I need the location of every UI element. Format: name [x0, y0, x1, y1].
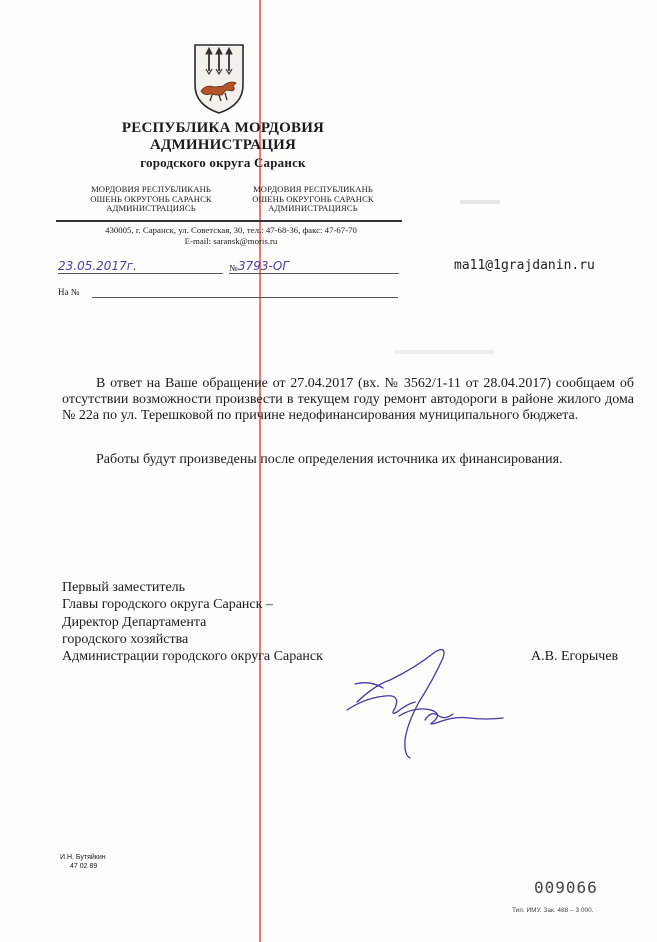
letterhead-email: E-mail: saransk@moris.ru	[184, 236, 278, 246]
administration-name: АДМИНИСТРАЦИЯ	[150, 137, 296, 153]
moksha-line: МОРДОВИЯ РЕСПУБЛИКАНЬ	[253, 184, 373, 194]
moksha-line: АДМИНИСТРАЦИЯСЬ	[268, 203, 358, 214]
body-paragraph: В ответ на Ваше обращение от 27.04.2017 (вх. № 3562/1-11 от 28.04.2017) сообщаем об отсутствии возможности произвести в текущем году ремонт автодороги в районе жилого дома № 22а по ул. Терешковой по причине недофинансирования муниципального бюджета.	[62, 376, 634, 423]
handwritten-signature	[335, 640, 535, 765]
executor-info	[60, 853, 106, 871]
outgoing-number: 3793-ОГ	[238, 259, 289, 273]
number-sign: №	[229, 263, 238, 273]
postal-address: 430005, г. Саранск, ул. Советская, 30, тел.: 47-68-36, факс: 47-67-70	[105, 225, 357, 235]
republic-name: РЕСПУБЛИКА МОРДОВИЯ	[121, 120, 325, 136]
position-line: Первый заместитель	[62, 580, 186, 595]
position-line: Администрации городского округа Саранск	[62, 649, 323, 665]
outgoing-date: 23.05.2017г.	[58, 259, 137, 273]
scan-shadow	[460, 200, 500, 204]
print-info: Тип. ИМУ. Зак. 488 – 3 000.	[512, 907, 594, 914]
body-paragraph: Работы будут произведены после определения источника их финансирования.	[96, 452, 563, 467]
moksha-line: ОШЕНЬ ОКРУГОНЬ САРАНСК	[252, 193, 374, 204]
form-serial-number: 009066	[534, 878, 598, 897]
moksha-name-right	[228, 185, 398, 214]
moksha-line: ОШЕНЬ ОКРУГОНЬ САРАНСК	[90, 193, 212, 204]
recipient-email: ma11@1grajdanin.ru	[454, 258, 595, 273]
scan-shadow	[395, 350, 495, 354]
moksha-line: АДМИНИСТРАЦИЯСЬ	[106, 203, 196, 214]
position-line: городского хозяйства	[62, 631, 189, 647]
moksha-name-left	[66, 185, 236, 214]
position-line: Главы городского округа Саранск –	[62, 597, 273, 613]
reply-to-underline	[92, 297, 398, 298]
signatory-name: А.В. Егорычев	[531, 649, 619, 664]
letterhead-address	[56, 225, 406, 247]
letterhead-title	[118, 120, 328, 171]
moksha-line: МОРДОВИЯ РЕСПУБЛИКАНЬ	[91, 184, 211, 194]
number-underline	[229, 273, 399, 274]
city-name: городского округа Саранск	[140, 155, 306, 170]
reply-to-label: На №	[58, 287, 80, 297]
letterhead-divider	[56, 220, 402, 222]
executor-phone: 47 02 89	[70, 863, 98, 870]
position-line: Директор Департамента	[62, 614, 207, 630]
date-underline	[58, 273, 223, 274]
saransk-coat-of-arms-icon	[192, 43, 246, 115]
executor-name: И.Н. Бутяйкин	[60, 854, 106, 861]
